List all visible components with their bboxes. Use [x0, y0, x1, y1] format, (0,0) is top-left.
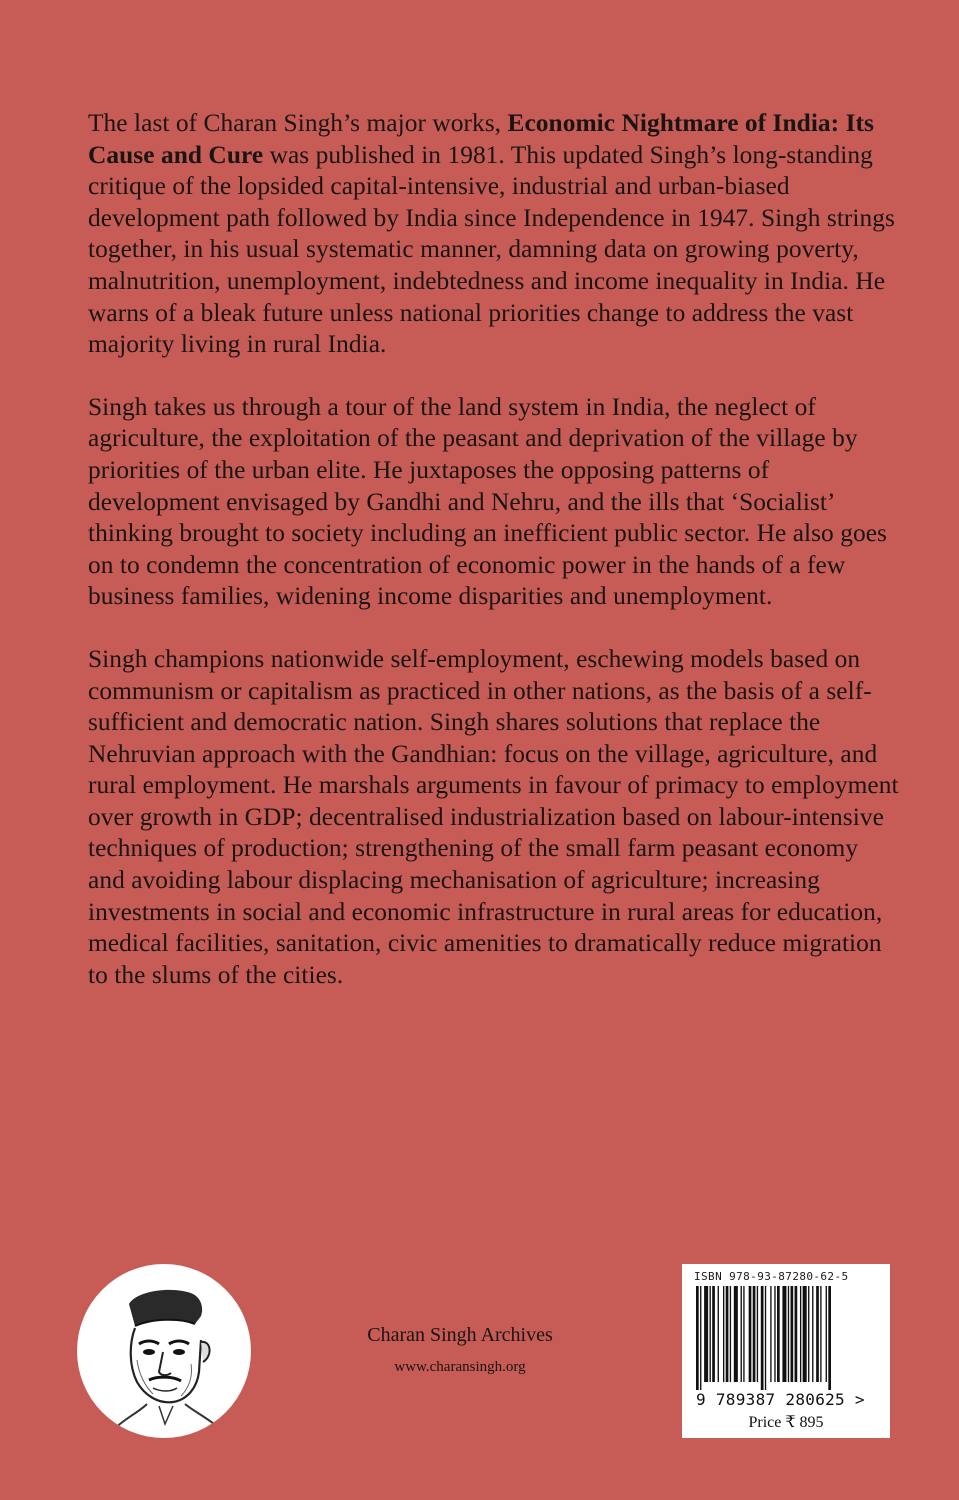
portrait-sketch [77, 1264, 251, 1438]
blurb-paragraph-1-rest: was published in 1981. This updated Singh’s long-standing critique of the lopsided capital-intensive, industrial and urban-biased development path followed by India since Independence in 1947. Singh strings together, in his usual systematic manner, damning data on growing poverty, malnutrition, unemployment, indebtedness and income inequality in India. He warns of a bleak future unless national priorities change to address the vast majority living in rural India. [88, 140, 895, 359]
blurb-paragraph-2: Singh takes us through a tour of the land system in India, the neglect of agriculture, the exploitation of the peasant and deprivation of the village by priorities of the urban elite. He juxtaposes the opposing patterns of development envisaged by Gandhi and Nehru, and the ills that ‘Socialist’ thinking brought to society including an inefficient public sector. He also goes on to condemn the concentration of economic power in the hands of a few business families, widening income disparities and unemployment. [88, 392, 887, 611]
barcode-panel [682, 1264, 890, 1438]
publisher-url: www.charansingh.org [394, 1359, 526, 1375]
barcode-icon [694, 1286, 878, 1390]
publisher-name: Charan Singh Archives [367, 1324, 553, 1346]
isbn-label: ISBN 978-93-87280-62-5 [694, 1270, 849, 1283]
price-label: Price ₹ 895 [748, 1414, 824, 1431]
blurb-intro: The last of Charan Singh’s major works, [88, 109, 508, 137]
portrait-logo-icon [77, 1264, 251, 1438]
back-cover-blurb [88, 108, 900, 1022]
blurb-paragraph-1 [88, 108, 900, 361]
publisher-block [300, 1321, 620, 1379]
ean-digits: 9 789387 280625 > [696, 1390, 865, 1409]
book-title: Economic Nightmare of India: Its Cause and Cure [88, 109, 874, 169]
blurb-paragraph-3: Singh champions nationwide self-employment, eschewing models based on communism or capitalism as practiced in other nations, as the basis of a self-sufficient and democratic nation. Singh shares solutions that replace the Nehruvian approach with the Gandhian: focus on the village, agriculture, and rural employment. He marshals arguments in favour of primacy to employment over growth in GDP; decentralised industrialization based on labour-intensive techniques of production; strengthening of the small farm peasant economy and avoiding labour displacing mechanisation of agriculture; increasing investments in social and economic infrastructure in rural areas for education, medical facilities, sanitation, civic amenities to dramatically reduce migration to the slums of the cities. [88, 644, 899, 989]
